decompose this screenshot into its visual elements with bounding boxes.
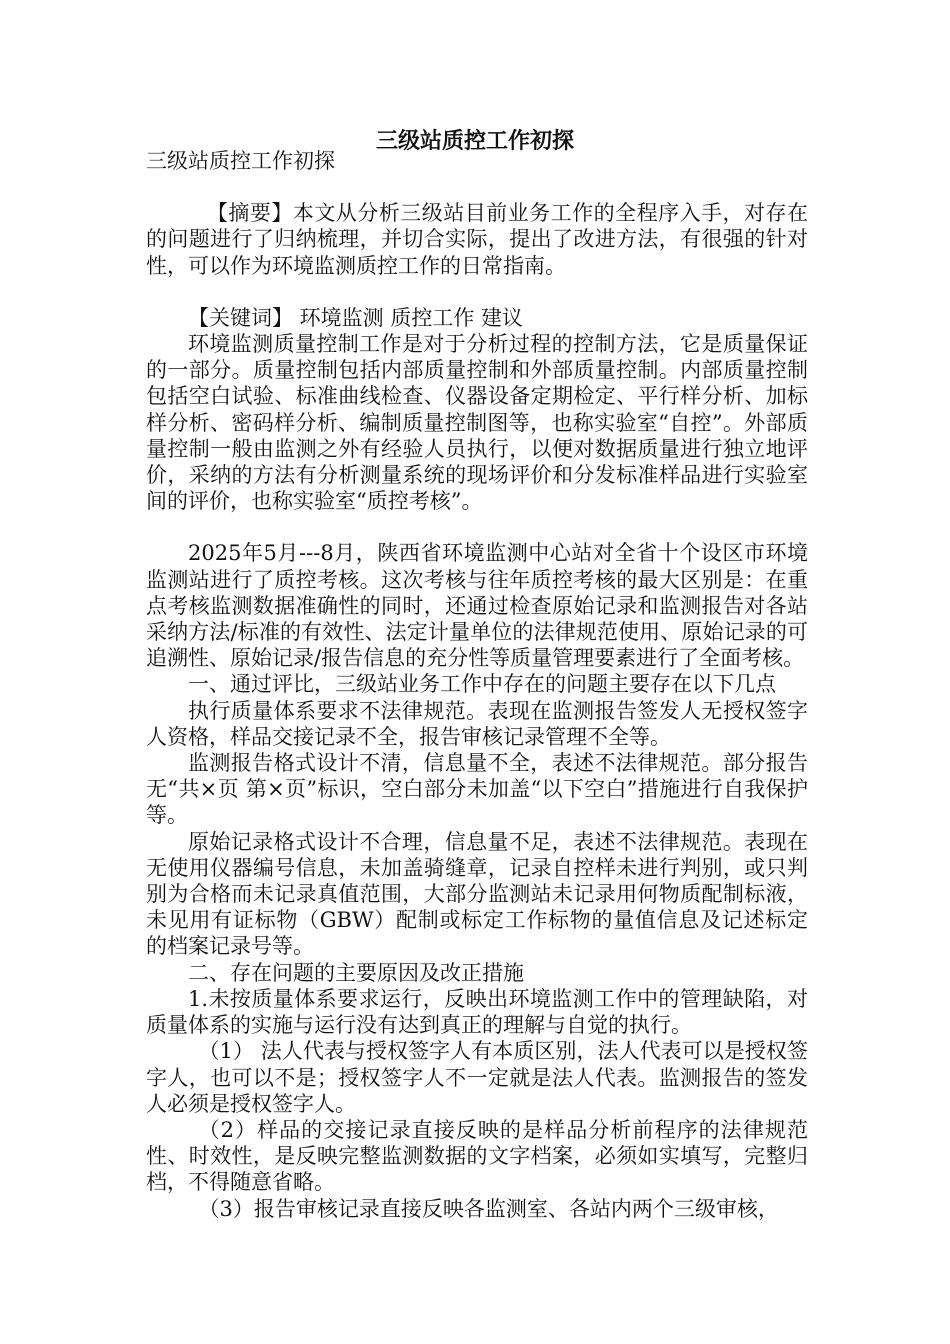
body-paragraph: （2）样品的交接记录直接反映的是样品分析前程序的法律规范性、时效性，是反映完整监测数据的文字档案，必须如实填写，完整归档，不得随意省略。 [146,1117,808,1195]
document-body [146,148,808,1222]
body-paragraph: 原始记录格式设计不合理，信息量不足，表述不法律规范。表现在无使用仪器编号信息，未加盖骑缝章，记录自控样未进行判别，或只判别为合格而未记录真值范围，大部分监测站未记录用何物质配制标液，未见用有证标物（GBW）配制或标定工作标物的量值信息及记述标定的档案记录号等。 [146,829,808,959]
body-paragraph: 1.未按质量体系要求运行，反映出环境监测工作中的管理缺陷，对质量体系的实施与运行没有达到真正的理解与自觉的执行。 [146,986,808,1038]
document-title: 三级站质控工作初探 [375,128,574,154]
keywords-line: 【关键词】 环境监测 质控工作 建议 [188,305,524,330]
section-heading: 二、存在问题的主要原因及改正措施 [188,960,524,985]
body-paragraph: 执行质量体系要求不法律规范。表现在监测报告签发人无授权签字人资格，样品交接记录不全，报告审核记录管理不全等。 [146,698,808,749]
body-paragraph: 2025年5月---8月，陕西省环境监测中心站对全省十个设区市环境监测站进行了质控考核。这次考核与往年质控考核的最大区别是：在重点考核监测数据准确性的同时，还通过检查原始记录和监测报告对各站采纳方法/标准的有效性、法定计量单位的法律规范使用、原始记录的可追溯性、原始记录/报告信息的充分性等质量管理要素进行了全面考核。 [146,541,808,671]
document-subtitle: 三级站质控工作初探 [146,149,335,173]
body-paragraph: 监测报告格式设计不清，信息量不全，表述不法律规范。部分报告无“共×页 第×页”标识，空白部分未加盖“以下空白”措施进行自我保护等。 [146,751,808,828]
section-heading: 一、通过评比，三级站业务工作中存在的问题主要存在以下几点 [188,672,776,697]
body-paragraph: （1） 法人代表与授权签字人有本质区别，法人代表可以是授权签字人，也可以不是；授权签字人不一定就是法人代表。监测报告的签发人必须是授权签字人。 [146,1039,808,1116]
abstract-paragraph: 【摘要】本文从分析三级站目前业务工作的全程序入手，对存在的问题进行了归纳梳理，并切合实际，提出了改进方法，有很强的针对性，可以作为环境监测质控工作的日常指南。 [146,201,808,278]
body-paragraph: 环境监测质量控制工作是对于分析过程的控制方法，它是质量保证的一部分。质量控制包括内部质量控制和外部质量控制。内部质量控制包括空白试验、标准曲线检查、仪器设备定期检定、平行样分析、加标样分析、密码样分析、编制质量控制图等，也称实验室“自控”。外部质量控制一般由监测之外有经验人员执行，以便对数据质量进行独立地评价，采纳的方法有分析测量系统的现场评价和分发标准样品进行实验室间的评价，也称实验室“质控考核”。 [146,332,808,514]
body-paragraph: （3）报告审核记录直接反映各监测室、各站内两个三级审核， [198,1196,779,1221]
